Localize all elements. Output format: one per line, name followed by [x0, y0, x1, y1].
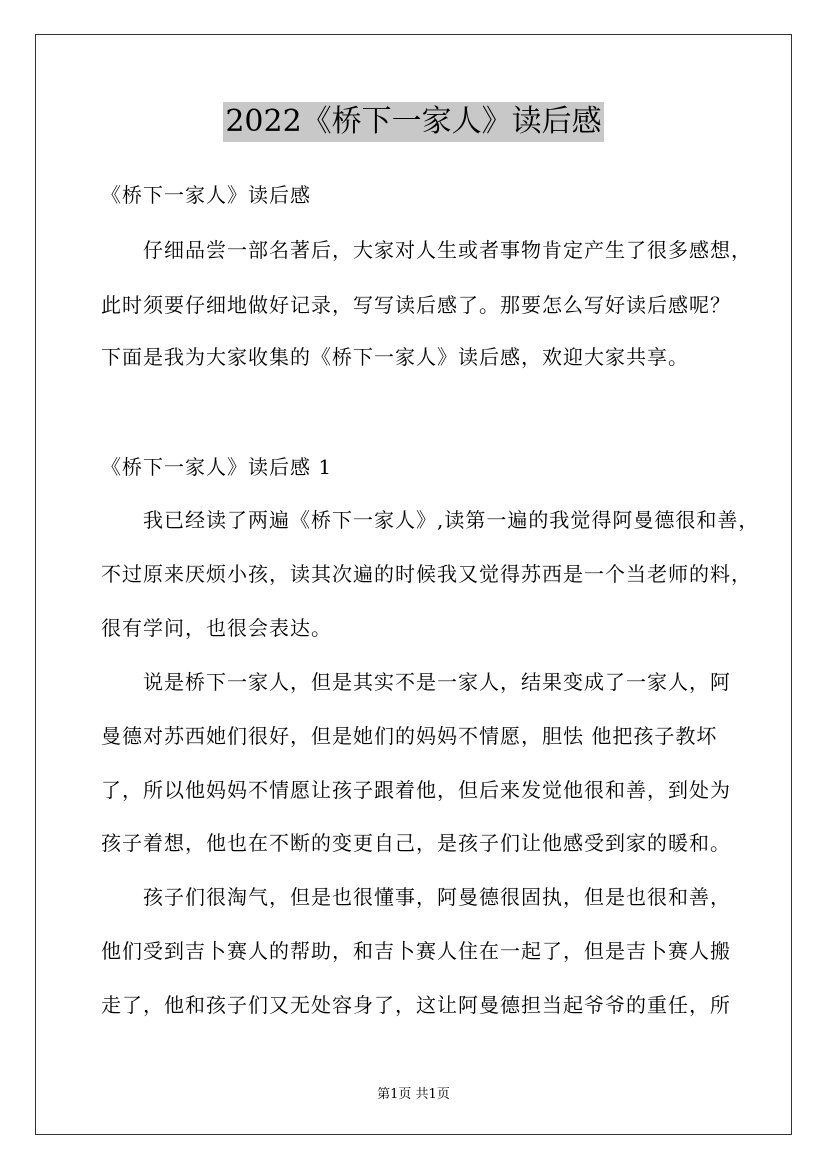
title-container	[0, 102, 827, 142]
intro-line: 仔细品尝一部名著后，大家对人生或者事物肯定产生了很多感想，	[143, 238, 752, 262]
section-heading: 《桥下一家人》读后感 1	[101, 455, 333, 479]
paragraph-line: 说是桥下一家人，但是其实不是一家人，结果变成了一家人，阿	[143, 670, 731, 694]
paragraph-line: 孩子们很淘气，但是也很懂事，阿曼德很固执，但是也很和善，	[143, 885, 731, 909]
paragraph-line: 很有学问，也很会表达。	[101, 616, 332, 640]
intro-line: 此时须要仔细地做好记录，写写读后感了。那要怎么写好读后感呢？	[101, 293, 731, 317]
subtitle: 《桥下一家人》读后感	[101, 183, 311, 207]
paragraph-line: 我已经读了两遍《桥下一家人》,读第一遍的我觉得阿曼德很和善，	[143, 508, 760, 532]
paragraph-line: 孩子着想，他也在不断的变更自己，是孩子们让他感受到家的暖和。	[101, 831, 731, 855]
paragraph-line: 他们受到吉卜赛人的帮助，和吉卜赛人住在一起了，但是吉卜赛人搬	[101, 939, 731, 963]
page-footer: 第1页 共1页	[377, 1087, 450, 1102]
document-title: 2022《桥下一家人》读后感	[223, 102, 603, 142]
paragraph-line: 走了，他和孩子们又无处容身了，这让阿曼德担当起爷爷的重任，所	[101, 993, 731, 1017]
intro-line: 下面是我为大家收集的《桥下一家人》读后感，欢迎大家共享。	[101, 345, 689, 369]
paragraph-line: 不过原来厌烦小孩，读其次遍的时候我又觉得苏西是一个当老师的料，	[101, 562, 752, 586]
paragraph-line: 了，所以他妈妈不情愿让孩子跟着他，但后来发觉他很和善，到处为	[101, 778, 731, 802]
paragraph-line: 曼德对苏西她们很好，但是她们的妈妈不情愿，胆怯 他把孩子教坏	[101, 724, 718, 748]
